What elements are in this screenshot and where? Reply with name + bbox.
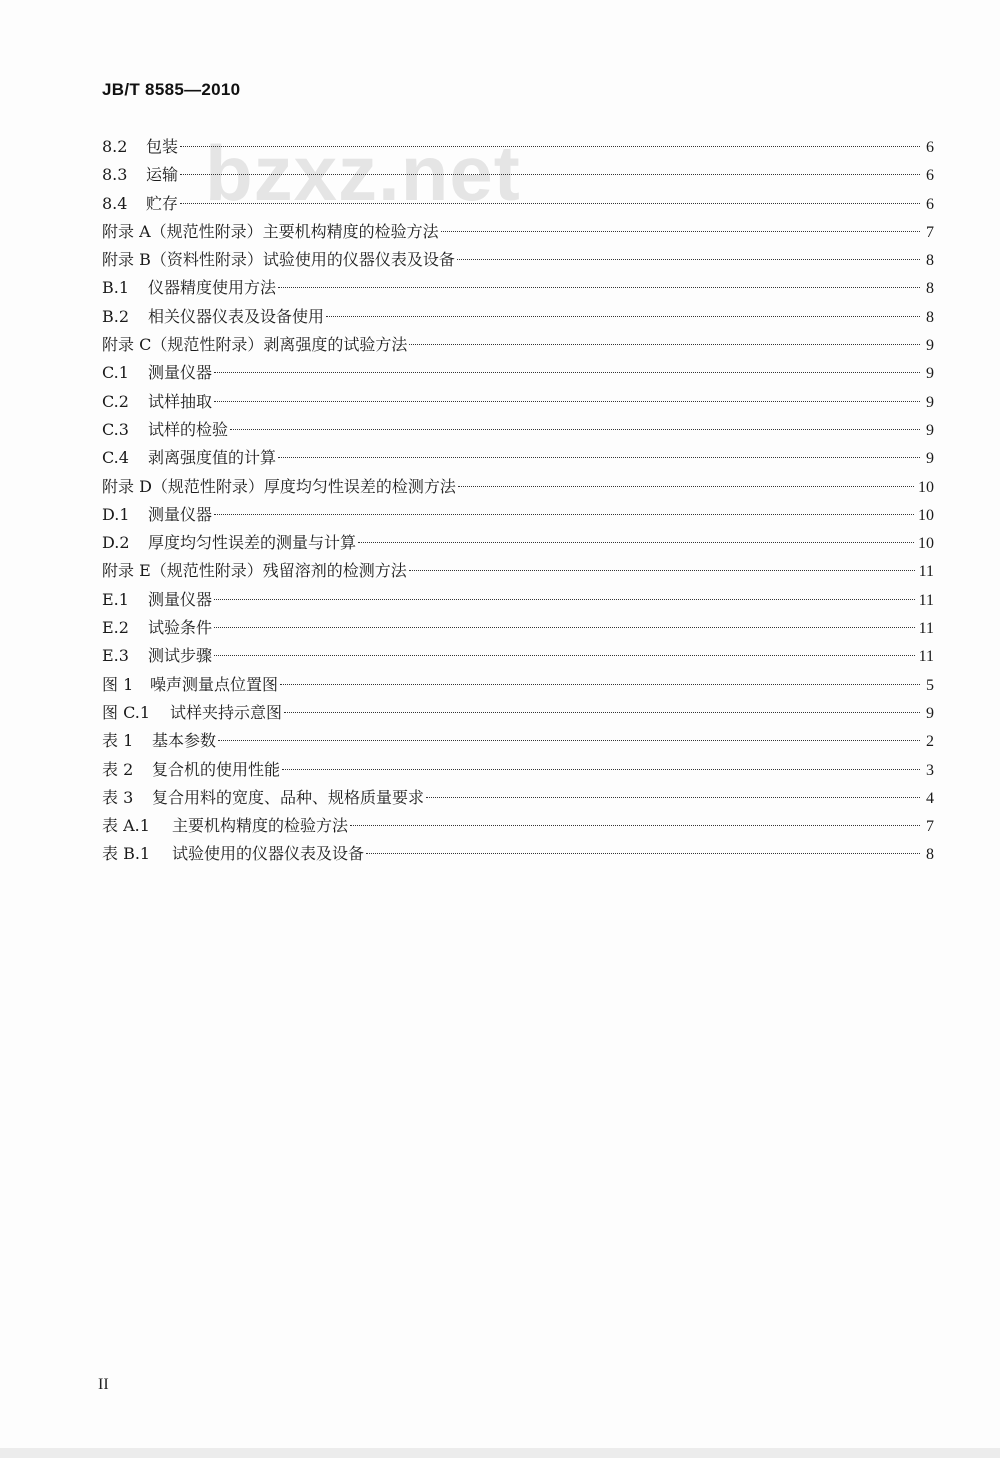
dot-leader [278,457,920,458]
toc-entry-title: 噪声测量点位置图 [150,674,279,694]
toc-entry[interactable] [102,473,934,501]
toc-entry-page: 6 [926,195,934,213]
toc-entry-number: E.1 [102,589,129,609]
toc-entry-number: C.2 [102,391,129,411]
toc-entry[interactable] [102,303,934,331]
toc-entry[interactable] [102,416,934,444]
toc-entry-page: 7 [926,818,934,836]
toc-entry-title: 运输 [146,165,179,185]
toc-entry-page: 6 [926,139,934,156]
toc-entry[interactable] [102,557,934,585]
dot-leader [457,259,920,260]
toc-entry-page: 4 [926,789,934,807]
toc-entry-title: 试验使用的仪器仪表及设备 [172,844,365,864]
toc-entry-title: 测量仪器 [148,363,213,383]
dot-leader [350,825,920,826]
toc-entry-page: 8 [926,308,934,326]
toc-entry-page: 7 [926,223,934,241]
toc-entry[interactable] [102,388,934,416]
dot-leader [326,316,920,317]
toc-entry-title: 试验条件 [148,618,213,638]
toc-entry[interactable] [102,699,934,727]
table-of-contents [102,133,934,869]
dot-leader [230,429,920,430]
dot-leader [280,684,920,685]
toc-entry-number: C.1 [102,363,129,383]
toc-entry-title: 附录 B（资料性附录）试验使用的仪器仪表及设备 [102,250,455,270]
toc-entry-title: 厚度均匀性误差的测量与计算 [148,533,357,553]
toc-entry-title: 测量仪器 [148,589,213,609]
toc-entry-number: 图 1 [102,674,134,694]
toc-entry-title: 附录 E（规范性附录）残留溶剂的检测方法 [102,561,407,581]
toc-entry[interactable] [102,727,934,755]
toc-entry-page: 11 [918,563,934,581]
dot-leader [409,570,915,571]
toc-entry-page: 8 [926,252,934,270]
toc-entry-title: 附录 C（规范性附录）剥离强度的试验方法 [102,335,408,355]
toc-entry[interactable] [102,642,934,670]
toc-entry-page: 8 [926,846,934,864]
toc-entry-title: 试样的检验 [148,419,229,439]
toc-entry[interactable] [102,501,934,529]
dot-leader [441,231,920,232]
toc-entry-number: 8.3 [102,165,128,185]
toc-entry[interactable] [102,218,934,246]
toc-entry-number: 8.2 [102,137,128,156]
dot-leader [214,372,920,373]
toc-entry-title: 测量仪器 [148,504,213,524]
toc-entry[interactable] [102,586,934,614]
toc-entry-page: 10 [918,478,934,496]
toc-entry-page: 5 [926,676,934,694]
page-number: II [98,1376,109,1393]
toc-entry-page: 9 [926,393,934,411]
toc-entry-page: 11 [918,591,934,609]
toc-entry-title: 测试步骤 [148,646,213,666]
toc-entry-page: 2 [926,733,934,751]
toc-entry-title: 主要机构精度的检验方法 [172,816,349,836]
toc-entry-number: C.4 [102,448,129,468]
dot-leader [180,203,920,204]
dot-leader [458,486,914,487]
dot-leader [214,655,915,656]
toc-entry-title: 附录 D（规范性附录）厚度均匀性误差的检测方法 [102,476,456,496]
toc-entry-page: 8 [926,280,934,298]
dot-leader [180,174,920,175]
toc-entry-number: C.3 [102,419,129,439]
toc-entry-number: D.2 [102,533,130,553]
toc-entry-page: 6 [926,167,934,185]
toc-entry[interactable] [102,161,934,189]
toc-entry-number: 表 1 [102,731,134,751]
toc-entry[interactable] [102,331,934,359]
toc-entry-title: 复合机的使用性能 [152,759,281,779]
watermark: bzxz.net [205,129,521,217]
toc-entry[interactable] [102,614,934,642]
toc-entry-page: 9 [926,704,934,722]
dot-leader [426,797,920,798]
toc-entry-title: 贮存 [146,193,179,213]
toc-entry-page: 10 [918,535,934,553]
toc-entry-number: 表 B.1 [102,844,151,864]
toc-entry-number: B.1 [102,278,130,298]
toc-entry-number: 表 A.1 [102,816,150,836]
toc-entry-page: 10 [918,506,934,524]
dot-leader [214,514,914,515]
dot-leader [284,712,920,713]
toc-entry-title: 相关仪器仪表及设备使用 [148,306,325,326]
toc-entry[interactable] [102,246,934,274]
toc-entry[interactable] [102,840,934,868]
dot-leader [358,542,914,543]
toc-entry-number: B.2 [102,306,130,326]
dot-leader [214,599,915,600]
toc-entry-page: 11 [918,620,934,638]
dot-leader [180,146,920,147]
toc-entry[interactable] [102,671,934,699]
dot-leader [282,769,920,770]
toc-entry-title: 仪器精度使用方法 [148,278,277,298]
page-bottom-edge [0,1448,1000,1458]
toc-entry-page: 11 [918,648,934,666]
toc-entry[interactable] [102,190,934,218]
toc-entry-title: 附录 A（规范性附录）主要机构精度的检验方法 [102,221,439,241]
toc-entry-page: 9 [926,421,934,439]
toc-entry-number: D.1 [102,504,130,524]
toc-entry[interactable] [102,274,934,302]
toc-entry-number: E.3 [102,646,129,666]
toc-entry-page: 9 [926,337,934,355]
toc-entry-title: 复合用料的宽度、品种、规格质量要求 [152,787,425,807]
toc-entry-title: 基本参数 [152,731,217,751]
toc-entry[interactable] [102,444,934,472]
toc-entry-number: 表 3 [102,787,134,807]
toc-entry[interactable] [102,359,934,387]
toc-entry-title: 试样抽取 [148,391,213,411]
toc-entry-page: 9 [926,365,934,383]
toc-entry[interactable] [102,784,934,812]
toc-entry-page: 9 [926,450,934,468]
toc-entry-number: E.2 [102,618,129,638]
standard-code: JB/T 8585—2010 [102,80,241,99]
toc-entry-title: 剥离强度值的计算 [148,448,277,468]
toc-entry-number: 图 C.1 [102,702,151,722]
dot-leader [214,627,915,628]
toc-entry-page: 3 [926,761,934,779]
toc-entry-number: 8.4 [102,193,128,213]
toc-entry-number: 表 2 [102,759,134,779]
toc-entry[interactable] [102,756,934,784]
toc-entry[interactable] [102,133,934,161]
dot-leader [409,344,920,345]
dot-leader [366,853,920,854]
toc-entry[interactable] [102,812,934,840]
toc-entry[interactable] [102,529,934,557]
dot-leader [218,740,920,741]
toc-entry-title: 包装 [146,137,179,156]
dot-leader [278,287,920,288]
toc-entry-title: 试样夹持示意图 [170,702,283,722]
dot-leader [214,401,920,402]
